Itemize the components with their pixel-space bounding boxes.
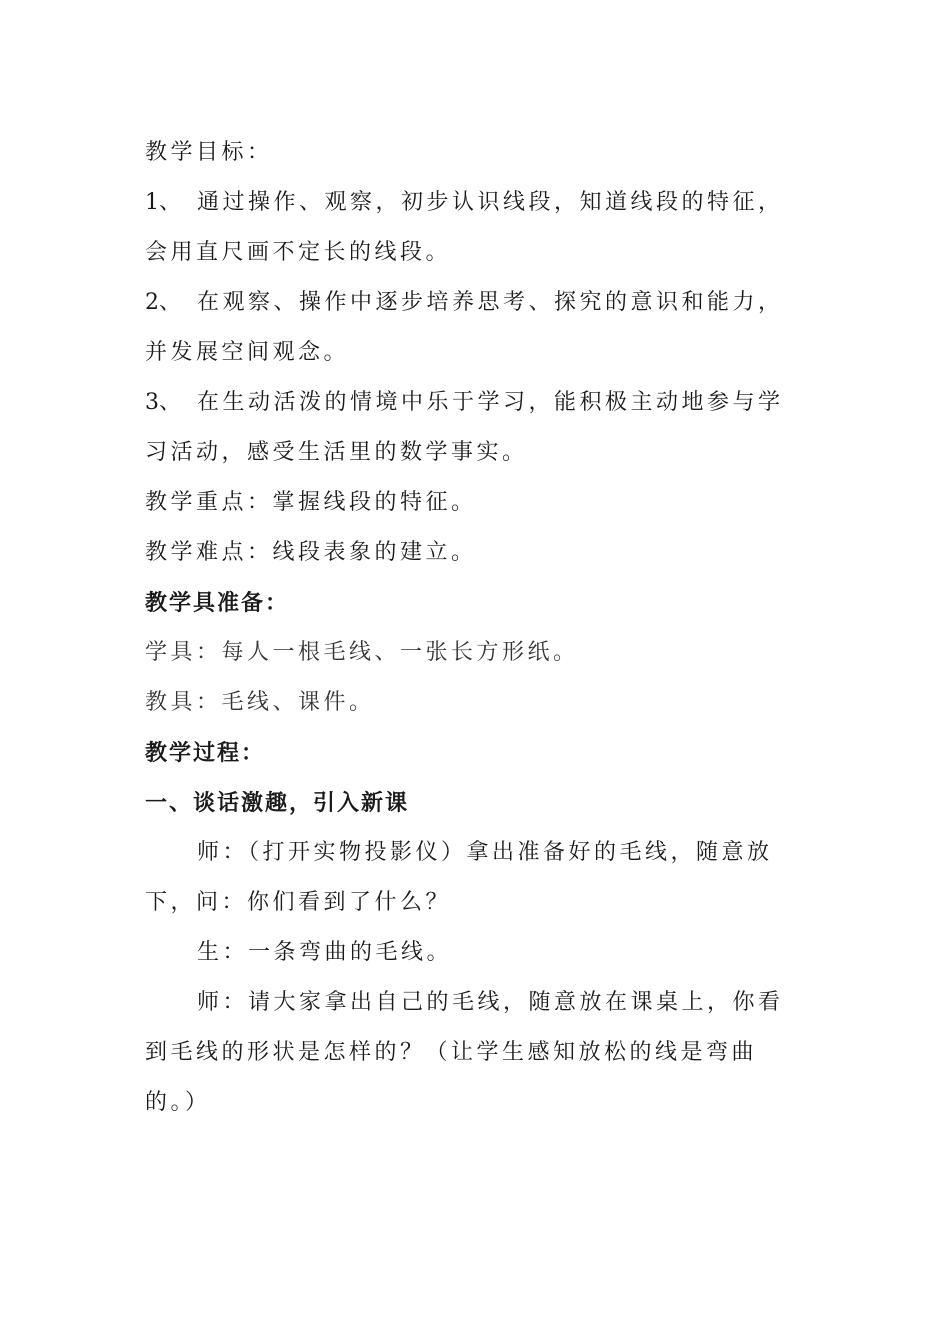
objective-2-line1 xyxy=(145,278,795,328)
objective-1-text: 通过操作、观察，初步认识线段，知道线段的特征， xyxy=(197,190,784,215)
objective-3-line2: 习活动，感受生活里的数学事实。 xyxy=(145,440,528,465)
heading-process: 教学过程： xyxy=(145,740,266,766)
key-point: 教学重点：掌握线段的特征。 xyxy=(145,490,477,515)
objective-1-line1 xyxy=(145,178,795,228)
paragraph-1-line1: 师：（打开实物投影仪）拿出准备好的毛线，随意放 xyxy=(197,840,773,865)
objective-3-number: 3、 xyxy=(145,390,181,415)
objective-2-text: 在观察、操作中逐步培养思考、探究的意识和能力， xyxy=(197,290,784,315)
objective-1-line2: 会用直尺画不定长的线段。 xyxy=(145,240,452,265)
objective-2-number: 2、 xyxy=(145,290,181,315)
paragraph-3-line3: 的。） xyxy=(145,1090,211,1115)
paragraph-3-line1: 师：请大家拿出自己的毛线，随意放在课桌上，你看 xyxy=(197,990,784,1015)
student-tools: 学具：每人一根毛线、一张长方形纸。 xyxy=(145,640,579,665)
objective-1-number: 1、 xyxy=(145,190,181,215)
objective-2-line2: 并发展空间观念。 xyxy=(145,340,350,365)
paragraph-3-line2: 到毛线的形状是怎样的？（让学生感知放松的线是弯曲 xyxy=(145,1040,758,1065)
teacher-tools: 教具：毛线、课件。 xyxy=(145,690,375,715)
document-page xyxy=(145,128,795,1128)
heading-objectives: 教学目标： xyxy=(145,140,273,165)
objective-3-text: 在生动活泼的情境中乐于学习，能积极主动地参与学 xyxy=(197,390,784,415)
heading-materials: 教学具准备： xyxy=(145,590,290,616)
difficulty: 教学难点：线段表象的建立。 xyxy=(145,540,477,565)
section-1-title: 一、谈话激趣，引入新课 xyxy=(145,790,410,816)
paragraph-1-line2: 下，问：你们看到了什么？ xyxy=(145,890,452,915)
objective-3-line1 xyxy=(145,378,795,428)
paragraph-2-line1: 生：一条弯曲的毛线。 xyxy=(197,940,453,965)
